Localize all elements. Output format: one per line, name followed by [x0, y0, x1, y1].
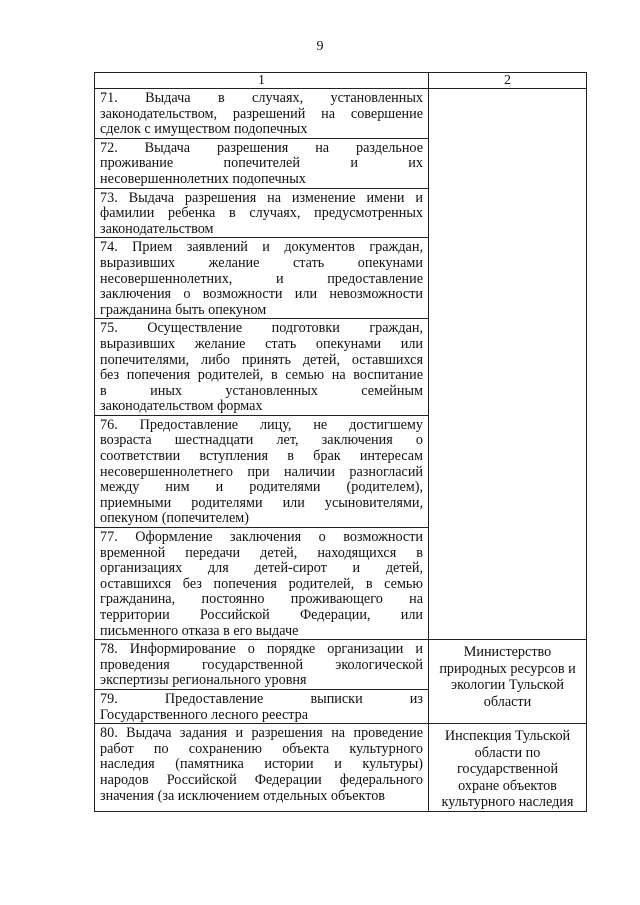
header-col-2: 2	[429, 73, 587, 89]
text-line: 78. Информирование о порядке организации и	[100, 641, 423, 658]
text-line: попечителями, либо принять детей, оставшихся	[100, 351, 423, 368]
authority-heritage-inspection	[429, 724, 586, 811]
text-line: гражданина, постоянно проживающего на	[100, 591, 423, 608]
authority-line: природных ресурсов и	[439, 660, 576, 677]
authority-line: Инспекция Тульской	[444, 728, 571, 745]
text-line: работ по сохранению объекта культурного	[100, 740, 423, 757]
text-line: 77. Оформление заключения о возможности	[100, 529, 423, 546]
text-line: экспертизы регионального уровня	[100, 672, 307, 689]
text-line: гражданина быть опекуном	[100, 301, 267, 318]
text-line: выразивших желание стать опекунами	[100, 254, 423, 271]
row-text-79	[95, 690, 428, 723]
row-text-71	[95, 89, 428, 138]
text-line: сделок с имуществом подопечных	[100, 121, 308, 138]
text-line: временной передачи детей, находящихся в	[100, 544, 423, 561]
authority-line: государственной	[456, 761, 559, 778]
row-text-80	[95, 724, 428, 804]
authority-line: области	[483, 693, 532, 710]
text-line: 71. Выдача в случаях, установленных	[100, 90, 423, 106]
table-row	[95, 724, 587, 812]
authority-line: Министерство	[463, 644, 552, 661]
text-line: оставшихся без попечения родителей, в семью	[100, 575, 423, 592]
text-line: 73. Выдача разрешения на изменение имени и	[100, 189, 423, 206]
row-text-73	[95, 189, 428, 238]
text-line: возраста шестнадцати лет, заключения о	[100, 432, 423, 449]
text-line: 80. Выдача задания и разрешения на проведение	[100, 725, 423, 742]
text-line: выразивших желание стать опекунами или	[100, 335, 423, 352]
table-header-row	[95, 73, 587, 89]
text-line: 72. Выдача разрешения на раздельное	[100, 139, 423, 156]
text-line: законодательством, разрешений на совершение	[100, 105, 423, 122]
text-line: территории Российской Федерации, или	[100, 607, 423, 623]
table-row	[95, 640, 587, 690]
text-line: проживание попечителей и их	[100, 155, 423, 172]
text-line: в иных установленных семейным	[100, 382, 423, 399]
row-text-74	[95, 238, 428, 318]
text-line: организациях для детей-сирот и детей,	[100, 560, 423, 577]
page-number: 9	[316, 39, 324, 54]
services-table	[94, 72, 587, 812]
table-row	[95, 89, 587, 139]
row-text-77	[95, 528, 428, 639]
header-col-1: 1	[95, 73, 429, 89]
authority-cell-empty	[429, 89, 587, 640]
row-text-78	[95, 640, 428, 689]
text-line: заключения о возможности или невозможности	[100, 286, 423, 303]
authority-line: области по	[474, 744, 541, 761]
row-text-75	[95, 319, 428, 415]
text-line: 75. Осуществление подготовки граждан,	[100, 320, 423, 337]
text-line: приемными родителями или усыновителями,	[100, 494, 423, 511]
text-line: несовершеннолетних подопечных	[100, 170, 306, 187]
text-line: соответствии вступления в брак интересам	[100, 448, 423, 465]
authority-ministry-natural-resources	[429, 640, 586, 710]
text-line: письменного отказа в его выдаче	[100, 622, 299, 639]
text-line: без попечения родителей, в семью на воспитание	[100, 367, 423, 384]
text-line: несовершеннолетнего при наличии разногласий	[100, 463, 423, 480]
text-line: 76. Предоставление лицу, не достигшему	[100, 416, 423, 433]
text-line: народов Российской Федерации федерального	[100, 771, 423, 788]
text-line: несовершеннолетних, и предоставление	[100, 270, 423, 287]
text-line: опекуном (попечителем)	[100, 510, 249, 527]
row-text-76	[95, 416, 428, 527]
text-line: Государственного лесного реестра	[100, 706, 309, 723]
authority-line: культурного наследия	[441, 794, 574, 811]
authority-line: экологии Тульской	[450, 677, 565, 694]
row-text-72	[95, 139, 428, 188]
text-line: 79. Предоставление выписки из	[100, 690, 423, 707]
text-line: законодательством формах	[100, 398, 263, 415]
text-line: наследия (памятника истории и культуры)	[100, 756, 423, 773]
text-line: между ним и родителями (родителем),	[100, 479, 423, 496]
authority-line: охране объектов	[458, 777, 557, 794]
text-line: проведения государственной экологической	[100, 656, 423, 673]
text-line: значения (за исключением отдельных объектов	[100, 787, 386, 804]
text-line: 74. Прием заявлений и документов граждан,	[100, 239, 423, 256]
text-line: фамилии ребенка в случаях, предусмотренных	[100, 205, 423, 222]
text-line: законодательством	[100, 220, 214, 237]
